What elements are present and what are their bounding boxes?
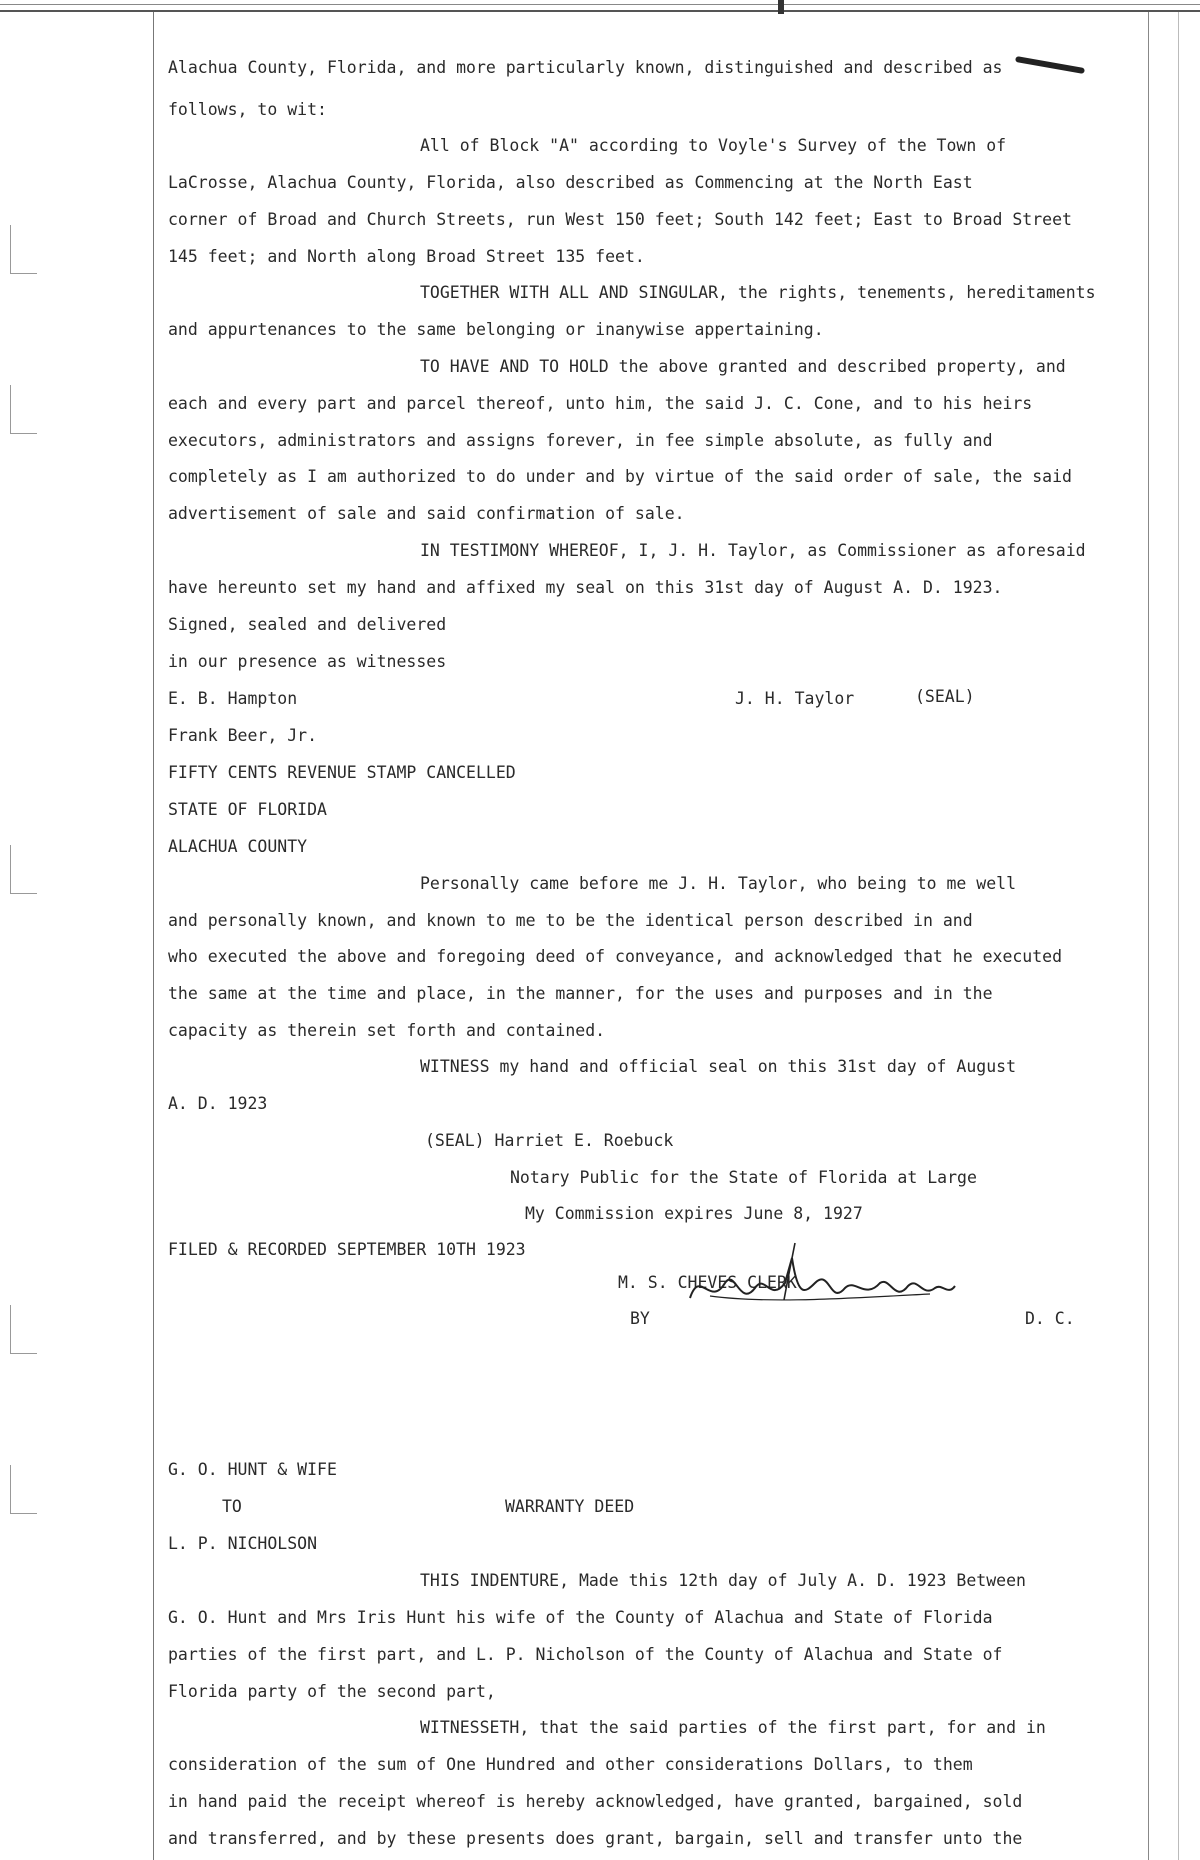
- deed-type-heading: WARRANTY DEED: [505, 1497, 635, 1516]
- left-margin-rule: [153, 12, 154, 1860]
- text-line: Notary Public for the State of Florida at Large: [510, 1168, 977, 1187]
- binder-mark: [10, 225, 37, 274]
- commissioner-signature: J. H. Taylor: [735, 689, 855, 708]
- grantee-heading: L. P. NICHOLSON: [168, 1534, 318, 1553]
- notary-signature: (SEAL) Harriet E. Roebuck: [425, 1131, 674, 1150]
- text-line: capacity as therein set forth and contained.: [168, 1021, 606, 1040]
- right-margin-rule: [1148, 12, 1149, 1860]
- text-line: have hereunto set my hand and affixed my seal on this 31st day of August A. D. 1923.: [168, 578, 1003, 597]
- text-line: All of Block "A" according to Voyle's Survey of the Town of: [420, 136, 1007, 155]
- text-line: and appurtenances to the same belonging or inanywise appertaining.: [168, 320, 824, 339]
- text-line: TO: [222, 1497, 242, 1516]
- clerk-label: M. S. CHEVES CLERK: [618, 1273, 797, 1292]
- binder-mark: [10, 385, 37, 434]
- text-line: TOGETHER WITH ALL AND SINGULAR, the rights, tenements, hereditaments: [420, 283, 1096, 302]
- witness-name: E. B. Hampton: [168, 689, 298, 708]
- text-line: who executed the above and foregoing deed of conveyance, and acknowledged that he executed: [168, 947, 1063, 966]
- text-line: WITNESSETH, that the said parties of the first part, for and in: [420, 1718, 1046, 1737]
- text-line: WITNESS my hand and official seal on this 31st day of August: [420, 1057, 1017, 1076]
- by-label: BY: [630, 1309, 650, 1328]
- text-line: IN TESTIMONY WHEREOF, I, J. H. Taylor, as Commissioner as aforesaid: [420, 541, 1086, 560]
- filing-stamp: FILED & RECORDED SEPTEMBER 10TH 1923: [168, 1240, 526, 1259]
- text-line: My Commission expires June 8, 1927: [525, 1204, 863, 1223]
- text-line: Personally came before me J. H. Taylor, who being to me well: [420, 874, 1017, 893]
- text-line: Florida party of the second part,: [168, 1682, 496, 1701]
- text-line: completely as I am authorized to do under and by virtue of the said order of sale, the said: [168, 467, 1072, 486]
- text-line: and transferred, and by these presents does grant, bargain, sell and transfer unto the: [168, 1829, 1023, 1848]
- text-line: TO HAVE AND TO HOLD the above granted and described property, and: [420, 357, 1066, 376]
- top-border: [0, 0, 1200, 12]
- seal-label: (SEAL): [915, 687, 975, 706]
- text-line: the same at the time and place, in the manner, for the uses and purposes and in the: [168, 984, 993, 1003]
- text-line: parties of the first part, and L. P. Nicholson of the County of Alachua and State of: [168, 1645, 1003, 1664]
- text-line: A. D. 1923: [168, 1094, 268, 1113]
- text-line: 145 feet; and North along Broad Street 135 feet.: [168, 247, 645, 266]
- text-line: executors, administrators and assigns forever, in fee simple absolute, as fully and: [168, 431, 993, 450]
- text-line: consideration of the sum of One Hundred and other considerations Dollars, to them: [168, 1755, 973, 1774]
- text-line: in hand paid the receipt whereof is hereby acknowledged, have granted, bargained, sold: [168, 1792, 1023, 1811]
- text-line: LaCrosse, Alachua County, Florida, also described as Commencing at the North East: [168, 173, 973, 192]
- text-line: THIS INDENTURE, Made this 12th day of July A. D. 1923 Between: [420, 1571, 1026, 1590]
- text-line: each and every part and parcel thereof, unto him, the said J. C. Cone, and to his heirs: [168, 394, 1033, 413]
- text-line: Signed, sealed and delivered: [168, 615, 447, 634]
- text-line: G. O. Hunt and Mrs Iris Hunt his wife of the County of Alachua and State of Florida: [168, 1608, 993, 1627]
- ink-stroke: [1015, 56, 1085, 74]
- text-line: advertisement of sale and said confirmation of sale.: [168, 504, 685, 523]
- text-line: and personally known, and known to me to be the identical person described in and: [168, 911, 973, 930]
- text-line: Alachua County, Florida, and more particularly known, distinguished and described as: [168, 58, 1003, 77]
- top-border-inner: [0, 4, 1200, 5]
- right-edge-rule: [1178, 12, 1179, 1860]
- text-line: corner of Broad and Church Streets, run West 150 feet; South 142 feet; East to Broad Street: [168, 210, 1072, 229]
- text-line: ALACHUA COUNTY: [168, 837, 308, 856]
- top-tick-mark: [778, 0, 784, 14]
- dc-label: D. C.: [1025, 1309, 1075, 1328]
- clerk-signature: [680, 1238, 980, 1318]
- text-line: follows, to wit:: [168, 100, 327, 119]
- text-line: FIFTY CENTS REVENUE STAMP CANCELLED: [168, 763, 516, 782]
- binder-mark: [10, 845, 37, 894]
- text-line: in our presence as witnesses: [168, 652, 447, 671]
- grantor-heading: G. O. HUNT & WIFE: [168, 1460, 337, 1479]
- binder-mark: [10, 1305, 37, 1354]
- witness-name: Frank Beer, Jr.: [168, 726, 318, 745]
- binder-mark: [10, 1465, 37, 1514]
- text-line: STATE OF FLORIDA: [168, 800, 327, 819]
